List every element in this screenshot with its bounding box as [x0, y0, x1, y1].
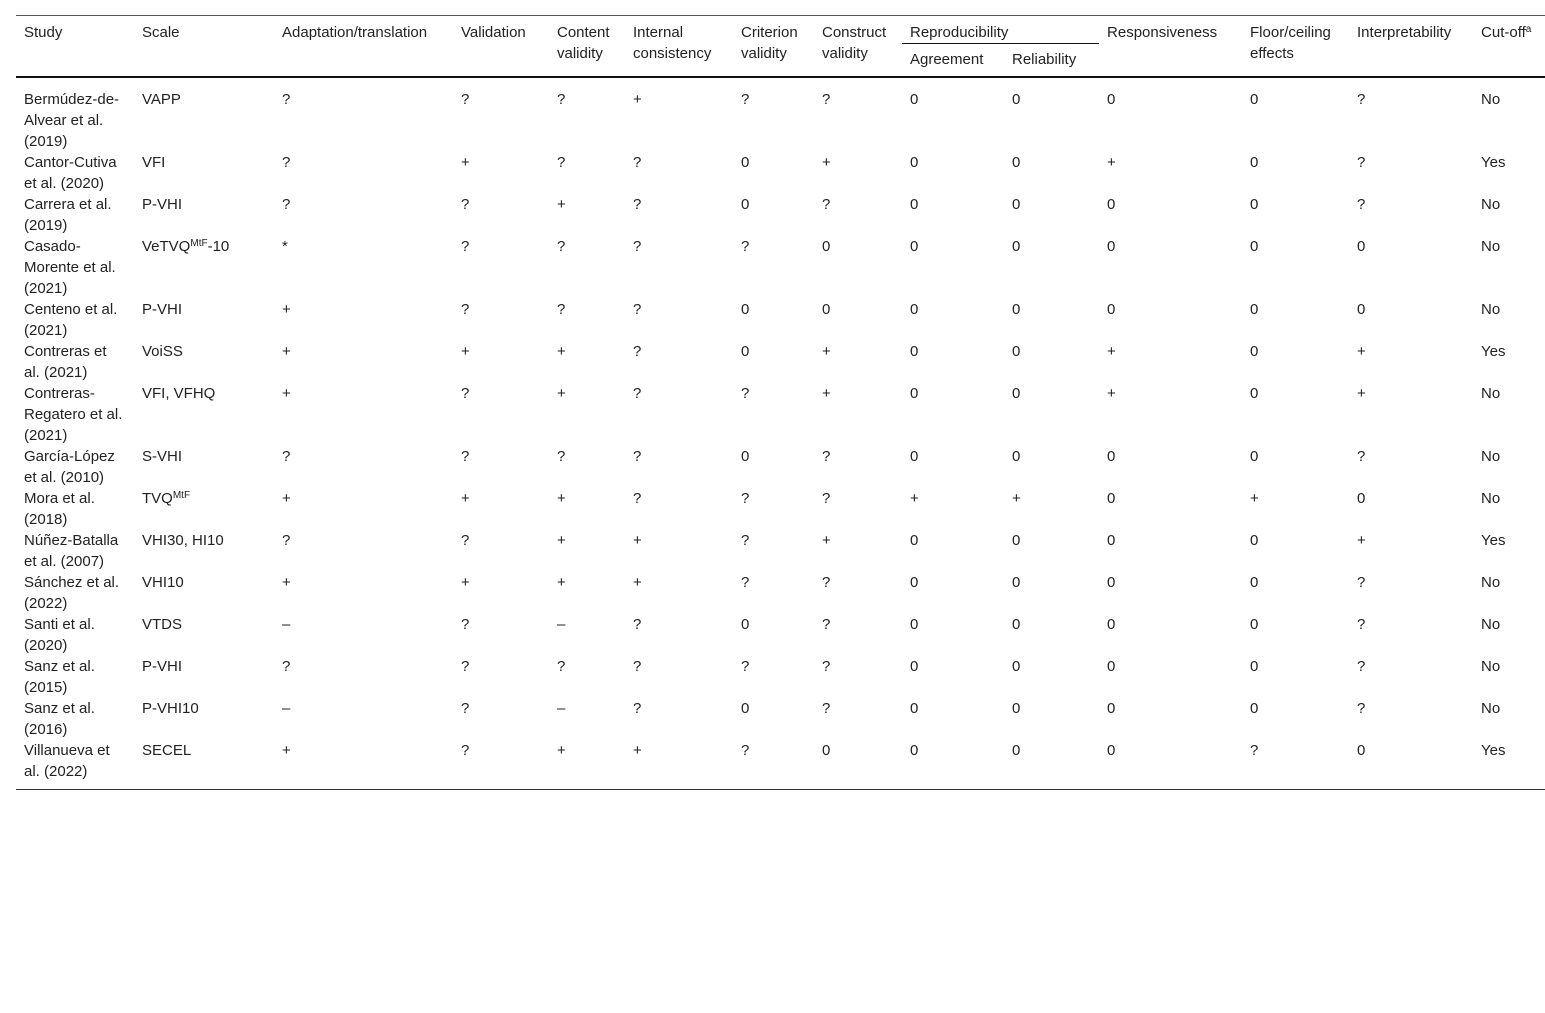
- cell-construct-validity: ?: [822, 91, 831, 108]
- cell-floor-ceiling: 0: [1250, 301, 1259, 318]
- scale-name: P-VHI: [142, 301, 183, 318]
- cell-validation: +: [461, 490, 470, 507]
- cell-interpretability: ?: [1357, 574, 1366, 591]
- cell-cutoff: No: [1481, 490, 1501, 507]
- cell-interpretability: 0: [1357, 490, 1366, 507]
- cell-agreement: +: [910, 490, 919, 507]
- cell-reliability: 0: [1012, 658, 1021, 675]
- cell-construct-validity: ?: [822, 490, 831, 507]
- cell-adaptation: +: [282, 742, 291, 759]
- cell-responsiveness: 0: [1107, 91, 1116, 108]
- cell-responsiveness: +: [1107, 385, 1116, 402]
- cell-internal-consistency: ?: [633, 154, 642, 171]
- cell-floor-ceiling: 0: [1250, 343, 1259, 360]
- cell-content-validity: +: [557, 385, 566, 402]
- cell-criterion-validity: 0: [741, 448, 750, 465]
- table-row: [16, 614, 1545, 656]
- cell-adaptation: *: [282, 238, 288, 255]
- table-row: [16, 446, 1545, 488]
- cell-content-validity: ?: [557, 448, 566, 465]
- cell-responsiveness: 0: [1107, 196, 1116, 213]
- scale-name: TVQ: [142, 490, 173, 507]
- cell-agreement: 0: [910, 385, 919, 402]
- cell-criterion-validity: 0: [741, 196, 750, 213]
- scale-superscript: MtF: [172, 490, 191, 501]
- col-header-reliability: Reliability: [1004, 44, 1099, 78]
- scale-name: VHI30, HI10: [142, 532, 224, 549]
- cell-floor-ceiling: 0: [1250, 658, 1259, 675]
- cell-floor-ceiling: +: [1250, 490, 1259, 507]
- cell-criterion-validity: ?: [741, 238, 750, 255]
- cell-validation: ?: [461, 301, 470, 318]
- cell-content-validity: +: [557, 343, 566, 360]
- cell-content-validity: +: [557, 574, 566, 591]
- table-body: [16, 77, 1545, 790]
- scale-name: VoiSS: [142, 343, 183, 360]
- cell-scale: [134, 341, 274, 383]
- cell-reliability: 0: [1012, 574, 1021, 591]
- col-header-adaptation: Adaptation/translation: [274, 16, 453, 78]
- cell-construct-validity: ?: [822, 616, 831, 633]
- cutoff-label: Cut-off: [1481, 24, 1526, 41]
- cell-floor-ceiling: 0: [1250, 91, 1259, 108]
- cell-reliability: 0: [1012, 616, 1021, 633]
- cell-criterion-validity: ?: [741, 490, 750, 507]
- cell-cutoff: No: [1481, 91, 1501, 108]
- cell-responsiveness: 0: [1107, 238, 1116, 255]
- cell-study: Centeno et al. (2021): [24, 301, 118, 339]
- cell-internal-consistency: ?: [633, 343, 642, 360]
- cell-responsiveness: 0: [1107, 616, 1116, 633]
- cell-scale: [134, 656, 274, 698]
- col-header-interpretability: Interpretability: [1349, 16, 1473, 78]
- cell-scale: [134, 152, 274, 194]
- cell-scale: [134, 236, 274, 299]
- cell-content-validity: ?: [557, 154, 566, 171]
- cell-floor-ceiling: 0: [1250, 196, 1259, 213]
- table-row: [16, 488, 1545, 530]
- scale-name: VFI, VFHQ: [142, 385, 216, 402]
- cell-construct-validity: ?: [822, 700, 831, 717]
- cell-validation: +: [461, 154, 470, 171]
- cell-reliability: 0: [1012, 154, 1021, 171]
- cell-internal-consistency: ?: [633, 385, 642, 402]
- cell-agreement: 0: [910, 658, 919, 675]
- cell-adaptation: –: [282, 616, 291, 633]
- cell-interpretability: ?: [1357, 700, 1366, 717]
- cell-study: Santi et al. (2020): [24, 616, 95, 654]
- cell-reliability: 0: [1012, 385, 1021, 402]
- cell-scale: [134, 446, 274, 488]
- cell-scale: [134, 530, 274, 572]
- cell-content-validity: –: [557, 700, 566, 717]
- cell-responsiveness: 0: [1107, 700, 1116, 717]
- cell-study: Carrera et al. (2019): [24, 196, 112, 234]
- cell-floor-ceiling: 0: [1250, 616, 1259, 633]
- cell-cutoff: No: [1481, 658, 1501, 675]
- col-header-criterion-validity: Criterion validity: [733, 16, 814, 78]
- cell-interpretability: 0: [1357, 301, 1366, 318]
- cell-validation: +: [461, 343, 470, 360]
- table-row: [16, 740, 1545, 790]
- col-header-internal-consistency: Internal consistency: [625, 16, 733, 78]
- cell-floor-ceiling: 0: [1250, 532, 1259, 549]
- cell-adaptation: +: [282, 574, 291, 591]
- cell-interpretability: +: [1357, 385, 1366, 402]
- cell-construct-validity: ?: [822, 658, 831, 675]
- cell-responsiveness: 0: [1107, 742, 1116, 759]
- cell-internal-consistency: +: [633, 574, 642, 591]
- table-row: [16, 152, 1545, 194]
- cell-scale: [134, 488, 274, 530]
- cell-cutoff: No: [1481, 238, 1501, 255]
- cell-internal-consistency: ?: [633, 301, 642, 318]
- cell-internal-consistency: ?: [633, 700, 642, 717]
- cell-cutoff: No: [1481, 448, 1501, 465]
- scale-name: SECEL: [142, 742, 192, 759]
- cell-responsiveness: 0: [1107, 490, 1116, 507]
- cell-construct-validity: +: [822, 532, 831, 549]
- cell-construct-validity: ?: [822, 574, 831, 591]
- cell-study: Contreras-Regatero et al. (2021): [24, 385, 123, 444]
- cell-reliability: 0: [1012, 301, 1021, 318]
- cell-validation: ?: [461, 658, 470, 675]
- cell-agreement: 0: [910, 574, 919, 591]
- cell-responsiveness: 0: [1107, 448, 1116, 465]
- cell-criterion-validity: ?: [741, 532, 750, 549]
- cell-construct-validity: 0: [822, 742, 831, 759]
- cell-floor-ceiling: 0: [1250, 448, 1259, 465]
- table-row: [16, 77, 1545, 152]
- cell-reliability: +: [1012, 490, 1021, 507]
- cell-scale: [134, 194, 274, 236]
- cell-criterion-validity: ?: [741, 658, 750, 675]
- scale-name: VHI10: [142, 574, 184, 591]
- cell-agreement: 0: [910, 301, 919, 318]
- table-row: [16, 572, 1545, 614]
- cell-scale: [134, 740, 274, 790]
- cell-study: Núñez-Batalla et al. (2007): [24, 532, 119, 570]
- cell-study: Cantor-Cutiva et al. (2020): [24, 154, 117, 192]
- cell-content-validity: +: [557, 490, 566, 507]
- cell-construct-validity: +: [822, 385, 831, 402]
- cell-floor-ceiling: 0: [1250, 574, 1259, 591]
- cell-reliability: 0: [1012, 238, 1021, 255]
- cell-study: Sanz et al. (2016): [24, 700, 95, 738]
- cell-agreement: 0: [910, 154, 919, 171]
- cell-adaptation: +: [282, 301, 291, 318]
- cell-study: Bermúdez-de-Alvear et al. (2019): [24, 91, 120, 150]
- cell-reliability: 0: [1012, 91, 1021, 108]
- cell-scale: [134, 614, 274, 656]
- col-header-scale: Scale: [134, 16, 274, 78]
- cell-validation: ?: [461, 385, 470, 402]
- cell-reliability: 0: [1012, 700, 1021, 717]
- cell-floor-ceiling: 0: [1250, 385, 1259, 402]
- table-row: [16, 341, 1545, 383]
- cell-internal-consistency: +: [633, 532, 642, 549]
- cell-scale: [134, 572, 274, 614]
- cell-adaptation: ?: [282, 532, 291, 549]
- cell-validation: ?: [461, 91, 470, 108]
- cell-floor-ceiling: 0: [1250, 700, 1259, 717]
- cell-interpretability: ?: [1357, 658, 1366, 675]
- cell-floor-ceiling: 0: [1250, 154, 1259, 171]
- cell-construct-validity: ?: [822, 196, 831, 213]
- cell-agreement: 0: [910, 448, 919, 465]
- cell-validation: ?: [461, 700, 470, 717]
- cell-cutoff: No: [1481, 700, 1501, 717]
- cell-responsiveness: +: [1107, 154, 1116, 171]
- cell-study: Casado-Morente et al. (2021): [24, 238, 116, 297]
- cell-cutoff: No: [1481, 301, 1501, 318]
- cell-content-validity: –: [557, 616, 566, 633]
- cell-internal-consistency: ?: [633, 658, 642, 675]
- cell-interpretability: ?: [1357, 154, 1366, 171]
- cell-scale: [134, 77, 274, 152]
- col-header-study: Study: [16, 16, 134, 78]
- scale-name: VAPP: [142, 91, 181, 108]
- cell-validation: ?: [461, 742, 470, 759]
- cell-floor-ceiling: 0: [1250, 238, 1259, 255]
- cell-validation: +: [461, 574, 470, 591]
- cell-internal-consistency: +: [633, 91, 642, 108]
- cell-content-validity: ?: [557, 238, 566, 255]
- cell-cutoff: Yes: [1481, 154, 1506, 171]
- quality-assessment-table: [16, 15, 1545, 790]
- scale-name: P-VHI10: [142, 700, 199, 717]
- table-row: [16, 530, 1545, 572]
- cell-reliability: 0: [1012, 448, 1021, 465]
- cell-cutoff: No: [1481, 574, 1501, 591]
- cell-criterion-validity: 0: [741, 301, 750, 318]
- cell-agreement: 0: [910, 616, 919, 633]
- cell-agreement: 0: [910, 700, 919, 717]
- cell-responsiveness: +: [1107, 343, 1116, 360]
- cell-content-validity: +: [557, 742, 566, 759]
- cell-criterion-validity: 0: [741, 343, 750, 360]
- cell-validation: ?: [461, 238, 470, 255]
- cell-cutoff: Yes: [1481, 343, 1506, 360]
- cell-validation: ?: [461, 448, 470, 465]
- cell-cutoff: No: [1481, 616, 1501, 633]
- cell-interpretability: +: [1357, 532, 1366, 549]
- scale-superscript: MtF: [190, 238, 208, 249]
- cell-agreement: 0: [910, 532, 919, 549]
- cell-internal-consistency: ?: [633, 238, 642, 255]
- cell-construct-validity: +: [822, 154, 831, 171]
- cell-criterion-validity: ?: [741, 574, 750, 591]
- cell-agreement: 0: [910, 343, 919, 360]
- cell-cutoff: Yes: [1481, 742, 1506, 759]
- cell-content-validity: ?: [557, 91, 566, 108]
- cell-adaptation: ?: [282, 154, 291, 171]
- cell-content-validity: ?: [557, 301, 566, 318]
- table-row: [16, 656, 1545, 698]
- cell-criterion-validity: ?: [741, 91, 750, 108]
- cell-agreement: 0: [910, 238, 919, 255]
- cell-floor-ceiling: ?: [1250, 742, 1259, 759]
- cell-internal-consistency: ?: [633, 448, 642, 465]
- cell-construct-validity: 0: [822, 238, 831, 255]
- cell-adaptation: +: [282, 490, 291, 507]
- cell-construct-validity: +: [822, 343, 831, 360]
- cell-construct-validity: ?: [822, 448, 831, 465]
- cell-validation: ?: [461, 532, 470, 549]
- cell-validation: ?: [461, 616, 470, 633]
- col-header-agreement: Agreement: [902, 44, 1004, 78]
- header-row-1: [16, 16, 1545, 44]
- cell-adaptation: ?: [282, 448, 291, 465]
- cell-responsiveness: 0: [1107, 301, 1116, 318]
- cell-reliability: 0: [1012, 532, 1021, 549]
- table-header: [16, 16, 1545, 78]
- cell-interpretability: ?: [1357, 448, 1366, 465]
- scale-name: P-VHI: [142, 196, 183, 213]
- cell-study: Contreras et al. (2021): [24, 343, 107, 381]
- cell-agreement: 0: [910, 91, 919, 108]
- table-row: [16, 383, 1545, 446]
- cell-responsiveness: 0: [1107, 574, 1116, 591]
- cell-interpretability: ?: [1357, 196, 1366, 213]
- cell-internal-consistency: +: [633, 742, 642, 759]
- cutoff-footnote-marker: a: [1525, 24, 1532, 35]
- cell-adaptation: +: [282, 343, 291, 360]
- cell-agreement: 0: [910, 196, 919, 213]
- cell-study: Mora et al. (2018): [24, 490, 95, 528]
- cell-criterion-validity: ?: [741, 742, 750, 759]
- cell-study: Sánchez et al. (2022): [24, 574, 120, 612]
- col-header-construct-validity: Construct validity: [814, 16, 902, 78]
- cell-adaptation: ?: [282, 196, 291, 213]
- cell-interpretability: 0: [1357, 238, 1366, 255]
- cell-interpretability: +: [1357, 343, 1366, 360]
- cell-adaptation: ?: [282, 658, 291, 675]
- cell-cutoff: Yes: [1481, 532, 1506, 549]
- scale-name: S-VHI: [142, 448, 183, 465]
- col-header-content-validity: Content validity: [549, 16, 625, 78]
- cell-reliability: 0: [1012, 343, 1021, 360]
- table-row: [16, 698, 1545, 740]
- scale-suffix: -10: [207, 238, 230, 255]
- table-row: [16, 194, 1545, 236]
- cell-scale: [134, 299, 274, 341]
- cell-construct-validity: 0: [822, 301, 831, 318]
- cell-adaptation: –: [282, 700, 291, 717]
- cell-reliability: 0: [1012, 742, 1021, 759]
- cell-internal-consistency: ?: [633, 490, 642, 507]
- cell-responsiveness: 0: [1107, 532, 1116, 549]
- cell-content-validity: ?: [557, 658, 566, 675]
- col-header-cutoff: [1473, 16, 1545, 78]
- cell-criterion-validity: 0: [741, 700, 750, 717]
- cell-cutoff: No: [1481, 385, 1501, 402]
- cell-cutoff: No: [1481, 196, 1501, 213]
- cell-internal-consistency: ?: [633, 196, 642, 213]
- cell-scale: [134, 383, 274, 446]
- cell-criterion-validity: 0: [741, 616, 750, 633]
- scale-name: VeTVQ: [142, 238, 191, 255]
- scale-name: P-VHI: [142, 658, 183, 675]
- cell-content-validity: +: [557, 196, 566, 213]
- cell-study: Sanz et al. (2015): [24, 658, 95, 696]
- cell-internal-consistency: ?: [633, 616, 642, 633]
- cell-interpretability: 0: [1357, 742, 1366, 759]
- cell-content-validity: +: [557, 532, 566, 549]
- col-header-responsiveness: Responsiveness: [1099, 16, 1242, 78]
- cell-validation: ?: [461, 196, 470, 213]
- cell-interpretability: ?: [1357, 91, 1366, 108]
- cell-adaptation: +: [282, 385, 291, 402]
- cell-study: García-López et al. (2010): [24, 448, 115, 486]
- cell-responsiveness: 0: [1107, 658, 1116, 675]
- cell-interpretability: ?: [1357, 616, 1366, 633]
- cell-scale: [134, 698, 274, 740]
- cell-study: Villanueva et al. (2022): [24, 742, 110, 780]
- cell-agreement: 0: [910, 742, 919, 759]
- scale-name: VTDS: [142, 616, 183, 633]
- table-row: [16, 236, 1545, 299]
- table-row: [16, 299, 1545, 341]
- col-header-validation: Validation: [453, 16, 549, 78]
- col-header-reproducibility: Reproducibility: [902, 16, 1099, 44]
- scale-name: VFI: [142, 154, 166, 171]
- cell-reliability: 0: [1012, 196, 1021, 213]
- col-header-floor-ceiling: Floor/ceiling effects: [1242, 16, 1349, 78]
- cell-criterion-validity: ?: [741, 385, 750, 402]
- cell-adaptation: ?: [282, 91, 291, 108]
- cell-criterion-validity: 0: [741, 154, 750, 171]
